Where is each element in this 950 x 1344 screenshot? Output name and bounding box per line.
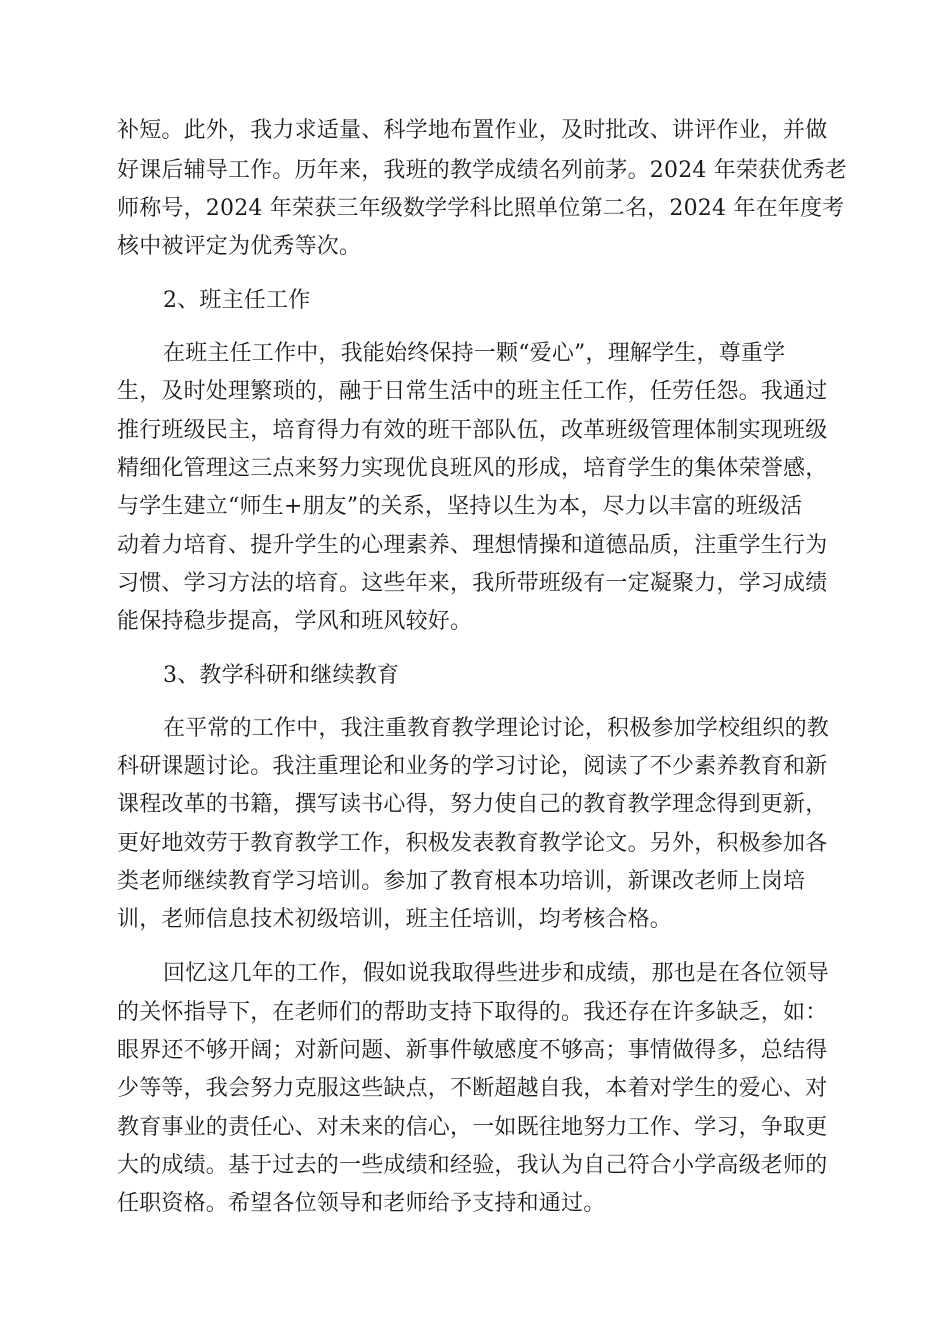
paragraph-line: 的关怀指导下，在老师们的帮助支持下取得的。我还存在许多缺乏，如： xyxy=(117,1000,828,1025)
paragraph-line: 科研课题讨论。我注重理论和业务的学习讨论，阅读了不少素养教育和新 xyxy=(117,754,828,779)
paragraph-line: 补短。此外，我力求适量、科学地布置作业，及时批改、讲评作业，并做 xyxy=(117,118,828,143)
paragraph-line: 在平常的工作中，我注重教育教学理论讨论，积极参加学校组织的教 xyxy=(163,716,830,741)
section-heading-class-teacher: 2、班主任工作 xyxy=(163,288,311,313)
paragraph-line: 类老师继续教育学习培训。参加了教育根本功培训，新课改老师上岗培 xyxy=(117,869,806,894)
paragraph-line: 好课后辅导工作。历年来，我班的教学成绩名列前茅。2024 年荣获优秀老 xyxy=(117,158,847,183)
paragraph-line: 更好地效劳于教育教学工作，积极发表教育教学论文。另外，积极参加各 xyxy=(117,831,828,856)
paragraph-line: 习惯、学习方法的培育。这些年来，我所带班级有一定凝聚力，学习成绩 xyxy=(117,571,828,596)
section-heading-research-education: 3、教学科研和继续教育 xyxy=(163,663,400,688)
paragraph-line: 与学生建立“师生+朋友”的关系，坚持以生为本，尽力以丰富的班级活 xyxy=(117,494,803,519)
paragraph-line: 大的成绩。基于过去的一些成绩和经验，我认为自己符合小学高级老师的 xyxy=(117,1153,828,1178)
paragraph-line: 任职资格。希望各位领导和老师给予支持和通过。 xyxy=(117,1191,606,1216)
paragraph-line: 课程改革的书籍，撰写读书心得，努力使自己的教育教学理念得到更新， xyxy=(117,792,828,817)
paragraph-line: 在班主任工作中，我能始终保持一颗“爱心”，理解学生，尊重学 xyxy=(163,341,786,366)
paragraph-line: 动着力培育、提升学生的心理素养、理想情操和道德品质，注重学生行为 xyxy=(117,533,828,558)
paragraph-line: 核中被评定为优秀等次。 xyxy=(117,234,362,259)
paragraph-line: 教育事业的责任心、对未来的信心，一如既往地努力工作、学习，争取更 xyxy=(117,1115,828,1140)
paragraph-line: 能保持稳步提高，学风和班风较好。 xyxy=(117,609,473,634)
paragraph-line: 精细化管理这三点来努力实现优良班风的形成，培育学生的集体荣誉感， xyxy=(117,456,828,481)
paragraph-line: 师称号，2024 年荣获三年级数学学科比照单位第二名，2024 年在年度考 xyxy=(117,196,845,221)
paragraph-line: 眼界还不够开阔；对新问题、新事件敏感度不够高；事情做得多，总结得 xyxy=(117,1038,828,1063)
paragraph-line: 推行班级民主，培育得力有效的班干部队伍，改革班级管理体制实现班级 xyxy=(117,418,828,443)
paragraph-line: 少等等，我会努力克服这些缺点，不断超越自我，本着对学生的爱心、对 xyxy=(117,1076,828,1101)
paragraph-line: 生，及时处理繁琐的，融于日常生活中的班主任工作，任劳任怨。我通过 xyxy=(117,379,828,404)
paragraph-line: 训，老师信息技术初级培训，班主任培训，均考核合格。 xyxy=(117,907,673,932)
paragraph-line: 回忆这几年的工作，假如说我取得些进步和成绩，那也是在各位领导 xyxy=(163,961,830,986)
